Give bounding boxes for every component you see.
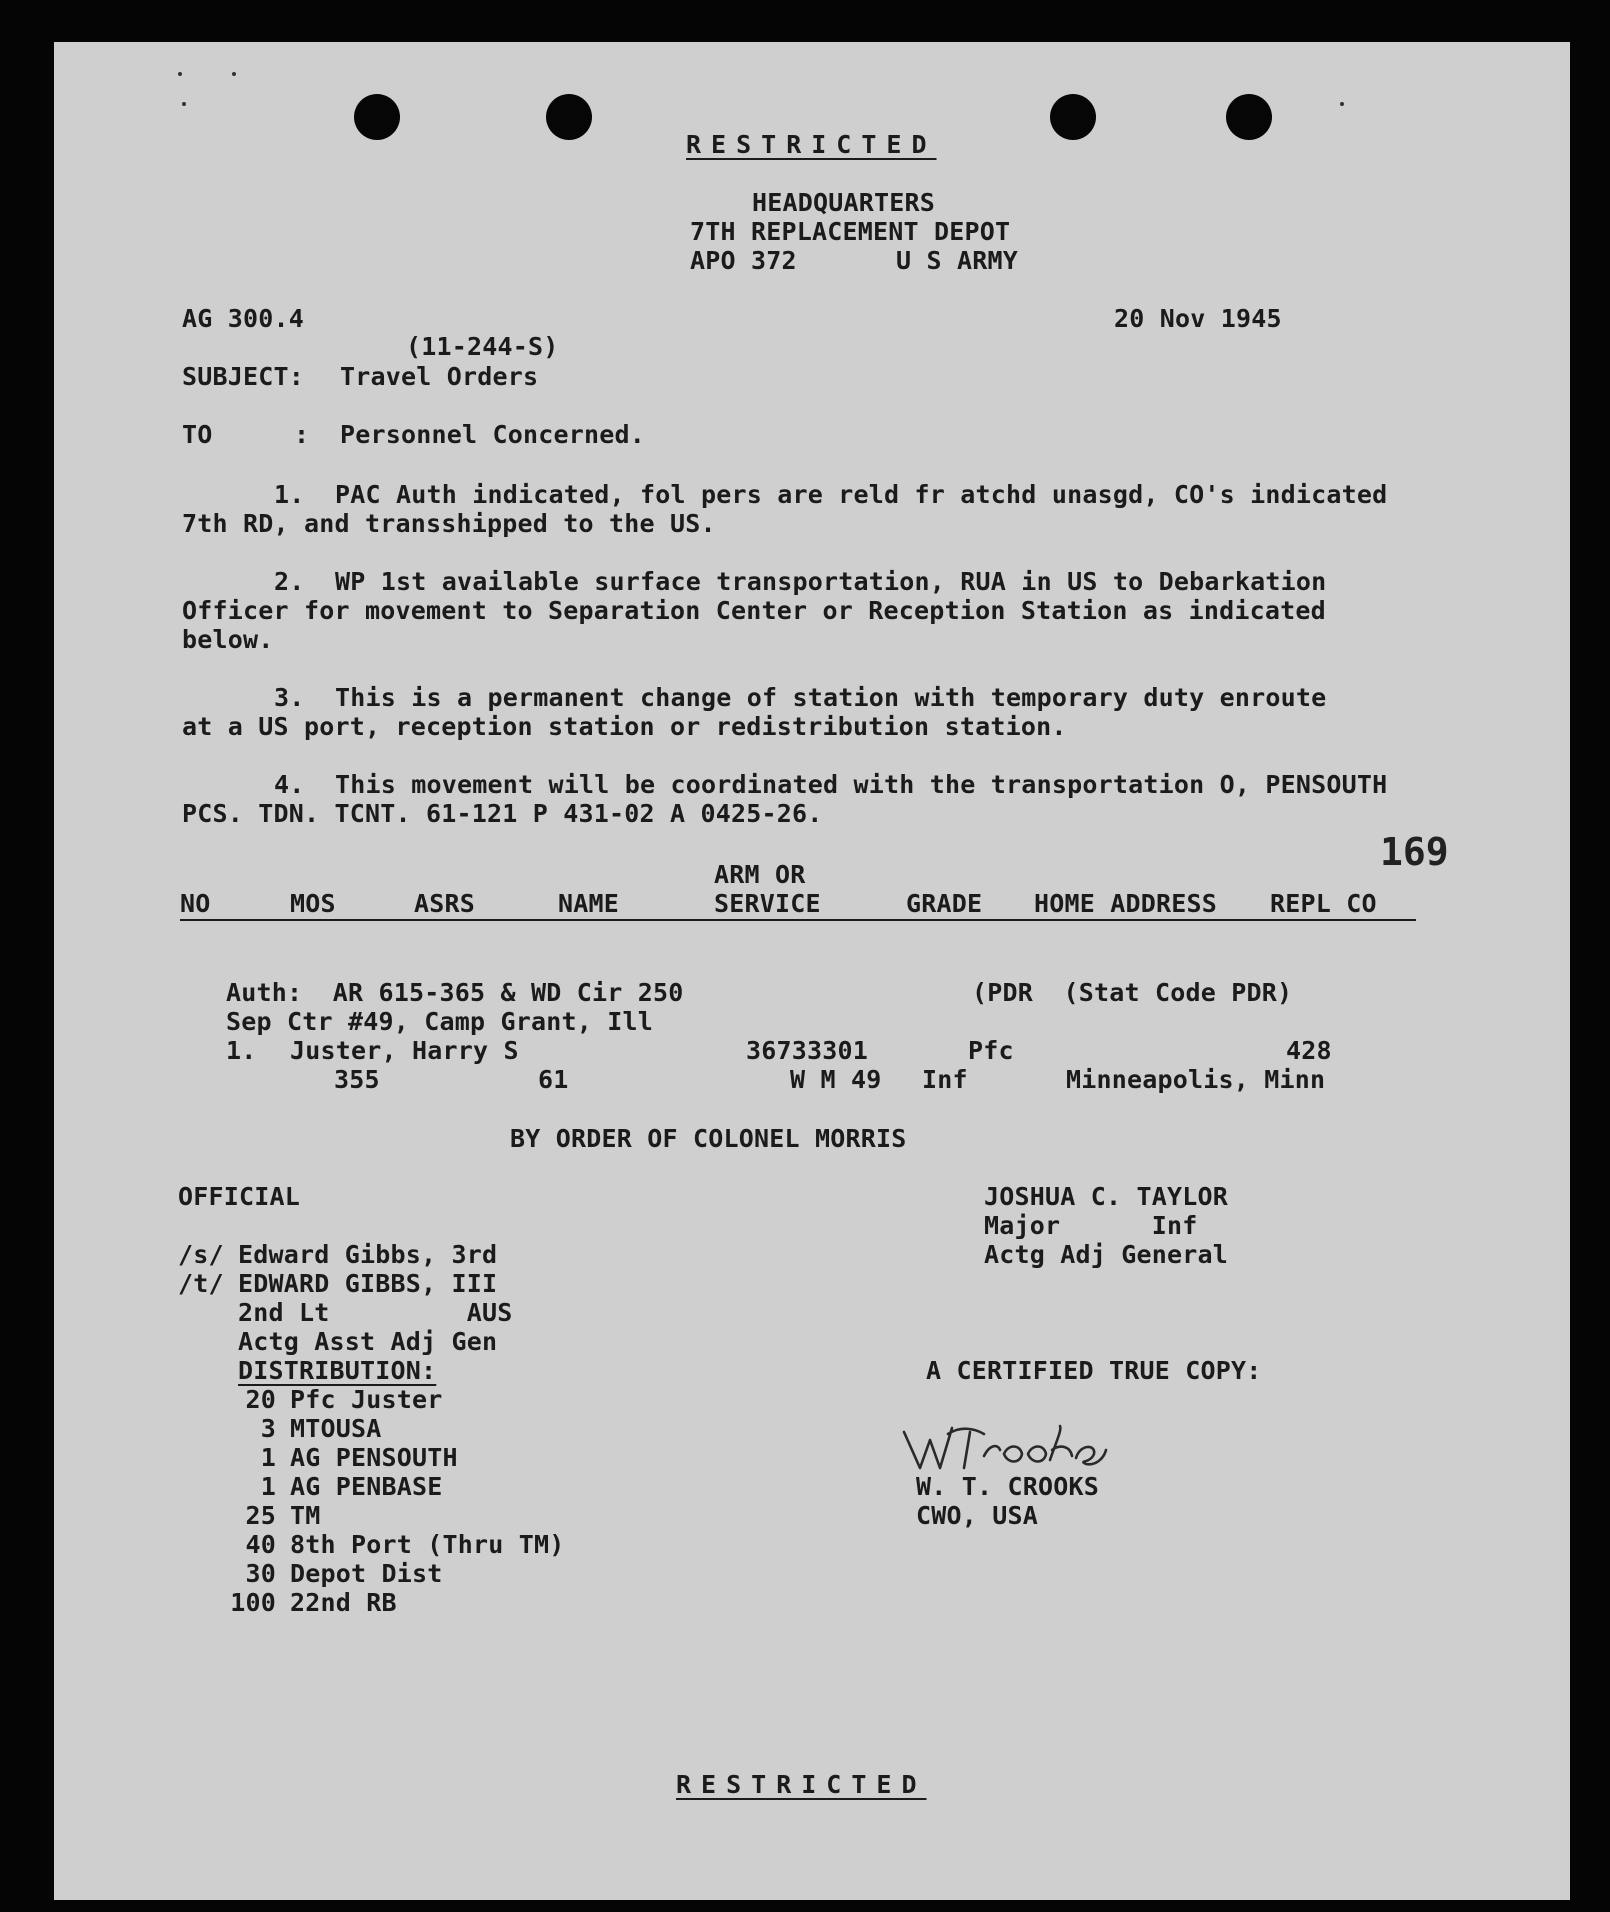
certifier-rank: CWO, USA	[916, 1501, 1039, 1530]
row-repl-co: 428	[1286, 1036, 1332, 1065]
classification-bottom: RESTRICTED	[676, 1770, 927, 1799]
header-name: NAME	[558, 889, 620, 918]
classification-top: RESTRICTED	[686, 130, 937, 159]
punch-hole	[354, 94, 400, 140]
officer-title: Actg Asst Adj Gen	[238, 1327, 498, 1356]
org-line2: 7TH REPLACEMENT DEPOT	[690, 217, 1011, 246]
certifier-name: W. T. CROOKS	[916, 1472, 1100, 1501]
by-order: BY ORDER OF COLONEL MORRIS	[510, 1124, 907, 1153]
subject: Travel Orders	[340, 362, 539, 391]
signer-rank: Major Inf	[984, 1211, 1198, 1240]
punch-hole	[1050, 94, 1096, 140]
distribution-recipient: AG PENSOUTH	[290, 1443, 458, 1472]
para-3-line-2: at a US port, reception station or redistribution station.	[182, 712, 1067, 741]
row-home-address: Minneapolis, Minn	[1066, 1065, 1326, 1094]
para-3-line-1: 3. This is a permanent change of station with temporary duty enroute	[274, 683, 1327, 712]
to-colon: :	[294, 420, 310, 449]
row-arm: Inf	[922, 1065, 968, 1094]
header-no: NO	[180, 889, 211, 918]
header-rule	[180, 919, 1416, 921]
speck	[178, 72, 182, 76]
header-repl-co: REPL CO	[1270, 889, 1377, 918]
signer-title: Actg Adj General	[984, 1240, 1229, 1269]
auth-line: Auth: AR 615-365 & WD Cir 250	[226, 978, 684, 1007]
row-asrs: 61	[538, 1065, 569, 1094]
distribution-recipient: 22nd RB	[290, 1588, 397, 1617]
distribution-recipient: TM	[290, 1501, 321, 1530]
header-arm-top: ARM OR	[714, 860, 806, 889]
signer-name: JOSHUA C. TAYLOR	[984, 1182, 1229, 1211]
distribution-recipient: AG PENBASE	[290, 1472, 443, 1501]
certified-true-copy: A CERTIFIED TRUE COPY:	[926, 1356, 1262, 1385]
speck	[182, 102, 186, 106]
distribution-qty: 40	[245, 1530, 276, 1559]
header-home-address: HOME ADDRESS	[1034, 889, 1218, 918]
order-date: 20 Nov 1945	[1114, 304, 1282, 333]
typed-mark: /t/	[178, 1269, 224, 1298]
row-number: 1.	[226, 1036, 257, 1065]
distribution-qty: 1	[260, 1443, 276, 1472]
para-1-line-2: 7th RD, and transshipped to the US.	[182, 509, 716, 538]
signed-mark: /s/	[178, 1240, 224, 1269]
org-army: U S ARMY	[896, 246, 1019, 275]
header-mos: MOS	[290, 889, 336, 918]
distribution-qty: 25	[245, 1501, 276, 1530]
org-apo: APO 372	[690, 246, 797, 275]
punch-hole	[1226, 94, 1272, 140]
header-grade: GRADE	[906, 889, 983, 918]
speck	[1340, 102, 1344, 106]
punch-hole	[546, 94, 592, 140]
distribution-qty: 20	[245, 1385, 276, 1414]
row-mos: 355	[334, 1065, 380, 1094]
distribution-recipient: MTOUSA	[290, 1414, 382, 1443]
order-number: (11-244-S)	[406, 332, 559, 361]
distribution-label: DISTRIBUTION:	[238, 1356, 437, 1385]
para-2-line-2: Officer for movement to Separation Center or Reception Station as indicated	[182, 596, 1326, 625]
org-line1: HEADQUARTERS	[752, 188, 936, 217]
typed-name: EDWARD GIBBS, III	[238, 1269, 498, 1298]
stat-code: (PDR (Stat Code PDR)	[972, 978, 1293, 1007]
row-race-code: W M 49	[790, 1065, 882, 1094]
page-stamp: 169	[1380, 830, 1449, 874]
para-2-line-3: below.	[182, 625, 274, 654]
document-page	[54, 42, 1570, 1900]
row-name: Juster, Harry S	[290, 1036, 519, 1065]
distribution-qty: 3	[260, 1414, 276, 1443]
distribution-qty: 100	[230, 1588, 276, 1617]
file-number: AG 300.4	[182, 304, 305, 333]
separation-center: Sep Ctr #49, Camp Grant, Ill	[226, 1007, 654, 1036]
para-2-line-1: 2. WP 1st available surface transportation, RUA in US to Debarkation	[274, 567, 1327, 596]
header-arm-bottom: SERVICE	[714, 889, 821, 918]
para-4-line-1: 4. This movement will be coordinated with the transportation O, PENSOUTH	[274, 770, 1388, 799]
distribution-recipient: Pfc Juster	[290, 1385, 443, 1414]
header-asrs: ASRS	[414, 889, 476, 918]
subject-label: SUBJECT:	[182, 362, 305, 391]
officer-rank: 2nd Lt AUS	[238, 1298, 513, 1327]
distribution-recipient: 8th Port (Thru TM)	[290, 1530, 565, 1559]
row-serial: 36733301	[746, 1036, 869, 1065]
distribution-qty: 1	[260, 1472, 276, 1501]
speck	[232, 72, 236, 76]
to-recipients: Personnel Concerned.	[340, 420, 646, 449]
row-grade: Pfc	[968, 1036, 1014, 1065]
official-label: OFFICIAL	[178, 1182, 301, 1211]
to-label: TO	[182, 420, 213, 449]
distribution-qty: 30	[245, 1559, 276, 1588]
para-4-line-2: PCS. TDN. TCNT. 61-121 P 431-02 A 0425-26.	[182, 799, 823, 828]
distribution-recipient: Depot Dist	[290, 1559, 443, 1588]
signed-name: Edward Gibbs, 3rd	[238, 1240, 498, 1269]
para-1-line-1: 1. PAC Auth indicated, fol pers are reld fr atchd unasgd, CO's indicated	[274, 480, 1388, 509]
